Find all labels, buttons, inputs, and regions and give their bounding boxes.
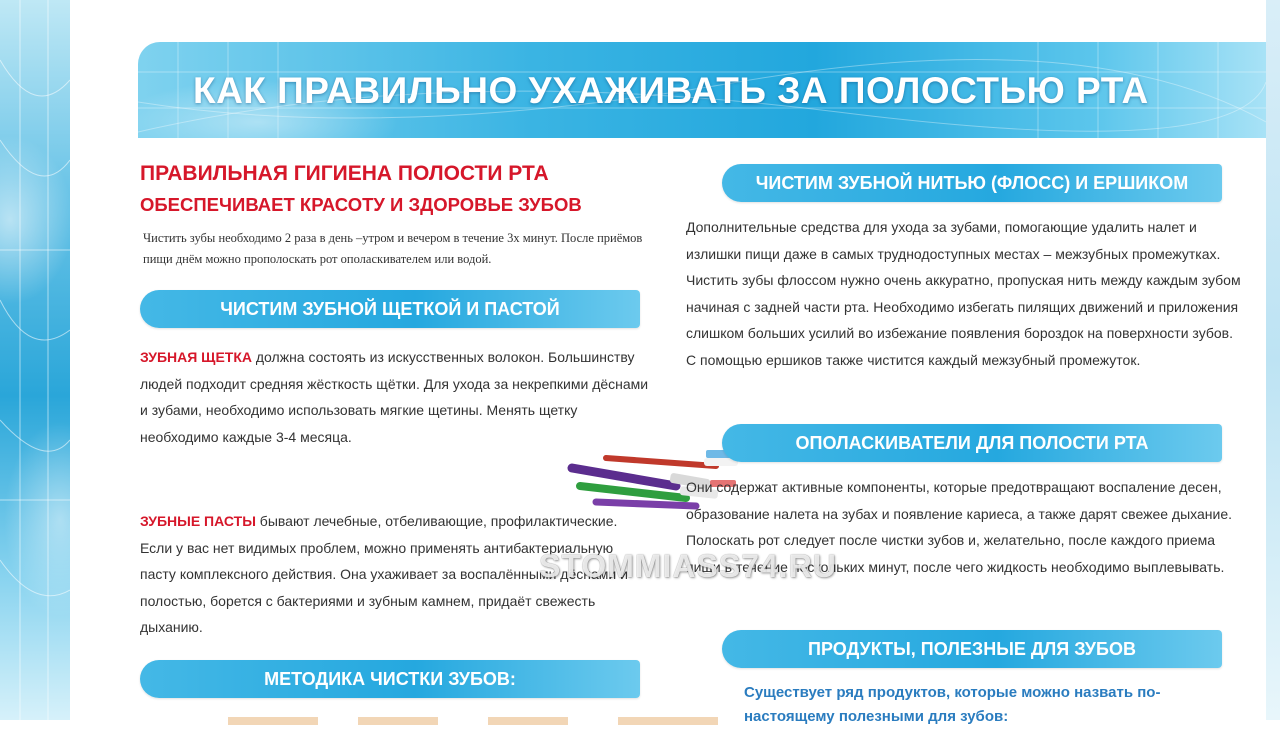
watermark: STOMMIASS74.RU — [539, 548, 837, 584]
intro-title-line1: ПРАВИЛЬНАЯ ГИГИЕНА ПОЛОСТИ РТА — [140, 162, 549, 185]
section-header-rinse — [722, 424, 1222, 462]
intro-title-line2: ОБЕСПЕЧИВАЕТ КРАСОТУ И ЗДОРОВЬЕ ЗУБОВ — [140, 194, 582, 215]
section-header-label: ЧИСТИМ ЗУБНОЙ НИТЬЮ (ФЛОСС) И ЕРШИКОМ — [755, 173, 1189, 193]
brush-paragraph — [140, 344, 650, 450]
section-header-method — [140, 660, 640, 698]
decorative-left-strip — [0, 0, 70, 720]
section-header-label: ОПОЛАСКИВАТЕЛИ ДЛЯ ПОЛОСТИ РТА — [795, 433, 1149, 453]
floss-text — [686, 214, 1246, 373]
section-header-label: ПРОДУКТЫ, ПОЛЕЗНЫЕ ДЛЯ ЗУБОВ — [808, 639, 1136, 659]
section-header-label: МЕТОДИКА ЧИСТКИ ЗУБОВ: — [264, 669, 516, 689]
floss-text-main: Дополнительные средства для ухода за зубами, помогающие удалить налет и излишки пищи даже в самых труднодоступных местах – межзубных промежутках. Чистить зубы флоссом нужно очень аккуратно, пропуская нить между каждым зубом начиная с задней части рта. Необходимо избегать пилящих движений и приложения слишком больших усилий во избежание появления бороздок на поверхности зубов. — [686, 219, 1241, 341]
brush-text: должна состоять из искусственных волокон. Большинству людей подходит средняя жёсткость щётки. Для ухода за некрепкими дёснами и зубами, необходимо использовать мягкие щетины. Менять щетку необходимо каждые 3-4 месяца. — [140, 349, 649, 445]
title-banner — [138, 42, 1266, 138]
section-header-products — [722, 630, 1222, 668]
decorative-right-strip — [1266, 0, 1280, 720]
poster — [88, 0, 1266, 725]
floss-text-ershik: С помощью ершиков также чистится каждый межзубный промежуток. — [686, 351, 1141, 368]
section-header-label: ЧИСТИМ ЗУБНОЙ ЩЕТКОЙ И ПАСТОЙ — [220, 299, 560, 319]
paste-label: ЗУБНЫЕ ПАСТЫ — [140, 513, 256, 529]
method-illustrations-strip — [228, 712, 728, 720]
rinse-text: Они содержат активные компоненты, которые предотвращают воспаление десен, образование налета на зубах и появление кариеса, а также дарят свежее дыхание. Полоскать рот следует после чистки зубов и, желательно, после каждого приема пищи в течение нескольких минут, после чего жидкость необходимо выплевывать. — [686, 479, 1233, 575]
brush-label: ЗУБНАЯ ЩЕТКА — [140, 349, 252, 365]
paste-text: бывают лечебные, отбеливающие, профилактические. Если у вас нет видимых проблем, можно применять антибактериальную пасту комплексного действия. Она ухаживает за воспалёнными дёснами и полостью, борется с бактериями и зубным камнем, придаёт свежесть дыханию. — [140, 513, 628, 635]
products-text: Существует ряд продуктов, которые можно назвать по-настоящему полезными для зубов: — [744, 684, 1161, 725]
intro-text: Чистить зубы необходимо 2 раза в день –утром и вечером в течение 3х минут. После приёмов пищи днём можно прополоскать рот ополаскивателем или водой. — [143, 231, 643, 266]
page-title: КАК ПРАВИЛЬНО УХАЖИВАТЬ ЗА ПОЛОСТЬЮ РТА — [193, 70, 1149, 111]
section-header-floss — [722, 164, 1222, 202]
section-header-brushing — [140, 290, 640, 328]
